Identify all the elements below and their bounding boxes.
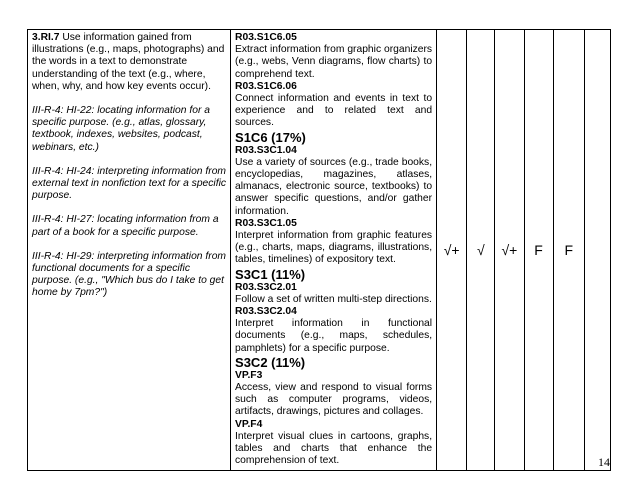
element-description: Follow a set of written multi-step directions. [235, 293, 432, 305]
element-description: Access, view and respond to visual forms such as computer programs, videos, artifacts, drawings, pictures and collages. [235, 382, 433, 418]
standards-alignment-table [27, 29, 611, 471]
element-code: R03.S3C1.04 [235, 144, 297, 156]
element-description: Use a variety of sources (e.g., trade books, encyclopedias, magazines, atlases, almanacs, electronic source, textbooks) to answer specific questions, and/or gather information. [235, 156, 433, 217]
element-description: Connect information and events in text to experience and to related text and sources. [235, 93, 433, 129]
element-code: VP.F3 [235, 369, 263, 381]
rating-cell-5: F [553, 30, 584, 471]
indicator-hi-27: III-R-4: HI-27: locating information from a part of a book for a specific purpose. [32, 214, 219, 238]
element-code: R03.S3C2.01 [235, 281, 297, 293]
rating-cell-3: √+ [495, 30, 524, 471]
state-standard-cell [231, 30, 437, 471]
standard-code: 3.RI.7 [32, 32, 60, 43]
element-code: R03.S1C6.06 [235, 80, 297, 92]
standard-text: Use information gained from illustrations (e.g., maps, photographs) and the words in a text to demonstrate understanding of the text (e.g., where, when, why, and how key events occur). [32, 32, 225, 92]
element-code: R03.S3C1.05 [235, 217, 297, 229]
strand-heading: S1C6 (17%) [235, 129, 306, 145]
rating-cell-4: F [524, 30, 553, 471]
table-row [28, 30, 611, 471]
element-code: R03.S3C2.04 [235, 306, 297, 318]
element-code: R03.S1C6.05 [235, 32, 297, 43]
indicator-hi-29: III-R-4: HI-29: interpreting information from functional documents for a specific purpose. (e.g., "Which bus do I take to get home by 7pm?") [32, 250, 226, 299]
indicator-hi-22: III-R-4: HI-22: locating information for a specific purpose. (e.g., atlas, glossary, textbook, indexes, websites, podcast, webinars, etc.) [32, 105, 210, 153]
strand-heading: S3C2 (11%) [235, 354, 306, 370]
element-description: Interpret visual clues in cartoons, graphs, tables and charts that enhance the comprehension of text. [235, 430, 433, 467]
page-number: 14 [598, 455, 610, 469]
element-description: Interpret information from graphic features (e.g., charts, maps, diagrams, illustrations, tables, timelines) of expository text. [235, 230, 433, 266]
rating-cell-1: √+ [437, 30, 467, 471]
element-description: Extract information from graphic organizers (e.g., webs, Venn diagrams, flow charts) to comprehend text. [235, 44, 433, 80]
element-code: VP.F4 [235, 418, 263, 430]
element-description: Interpret information in functional documents (e.g., maps, schedules, pamphlets) for a specific purpose. [235, 318, 433, 354]
rating-cell-2: √ [467, 30, 495, 471]
rating-cell-6 [584, 30, 610, 471]
strand-heading: S3C1 (11%) [235, 266, 306, 282]
ccss-standard-cell [28, 30, 231, 471]
indicator-hi-24: III-R-4: HI-24: interpreting information from external text in nonfiction text for a specific purpose. [32, 165, 227, 202]
